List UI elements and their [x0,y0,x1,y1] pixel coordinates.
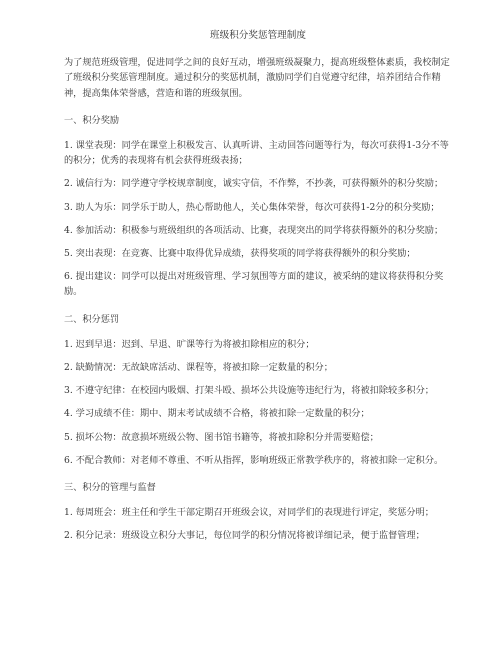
reward-item-2: 2. 诚信行为：同学遵守学校规章制度，诚实守信，不作弊，不抄袭，可获得额外的积分奖励； [64,178,444,190]
penalty-item-5: 5. 损坏公物：故意损坏班级公物、图书馆书籍等，将被扣除积分并需要赔偿； [64,431,379,443]
reward-item-6: 6. 提出建议：同学可以提出对班级管理、学习氛围等方面的建议，被采纳的建议将获得积分奖励。 [64,271,444,298]
penalty-item-3: 3. 不遵守纪律：在校园内吸烟、打架斗殴、损坏公共设施等违纪行为，将被扣除较多积分； [64,385,434,397]
document-page [64,28,452,552]
penalty-item-1: 1. 迟到早退：迟到、早退、旷课等行为将被扣除相应的积分； [64,338,315,350]
penalty-item-6: 6. 不配合教师：对老师不尊重、不听从指挥，影响班级正常教学秩序的，将被扣除一定积分。 [64,454,444,466]
section-heading-management: 三、积分的管理与监督 [64,482,156,494]
reward-item-3: 3. 助人为乐：同学乐于助人，热心帮助他人，关心集体荣誉，每次可获得1-2分的积分奖励； [64,201,440,213]
penalty-item-4: 4. 学习成绩不佳：期中、期末考试成绩不合格，将被扣除一定数量的积分； [64,408,370,420]
section-heading-rewards: 一、积分奖励 [64,114,120,126]
reward-item-4: 4. 参加活动：积极参与班级组织的各项活动、比赛，表现突出的同学将获得额外的积分奖励； [64,224,444,236]
reward-item-1: 1. 课堂表现：同学在课堂上积极发言、认真听讲、主动回答问题等行为，每次可获得1-3分不等的积分；优秀的表现将有机会获得班级表扬； [64,140,449,167]
penalty-item-2: 2. 缺勤情况：无故缺席活动、课程等，将被扣除一定数量的积分； [64,362,333,374]
document-title: 班级积分奖惩管理制度 [210,30,306,41]
section-heading-penalties: 二、积分惩罚 [64,313,120,325]
reward-item-5: 5. 突出表现：在竞赛、比赛中取得优异成绩，获得奖项的同学将获得额外的积分奖励； [64,248,416,260]
management-item-1: 1. 每周班会：班主任和学生干部定期召开班级会议，对同学们的表现进行评定，奖惩分明； [64,507,434,519]
intro-paragraph: 为了规范班级管理，促进同学之间的良好互动，增强班级凝聚力，提高班级整体素质，我校制定了班级积分奖惩管理制度。通过积分的奖惩机制，激励同学们自觉遵守纪律，培养团结合作精神，提高集体荣誉感，营造和谐的班级氛围。 [64,57,450,99]
management-item-2: 2. 积分记录：班级设立积分大事记，每位同学的积分情况将被详细记录，便于监督管理； [64,530,425,542]
